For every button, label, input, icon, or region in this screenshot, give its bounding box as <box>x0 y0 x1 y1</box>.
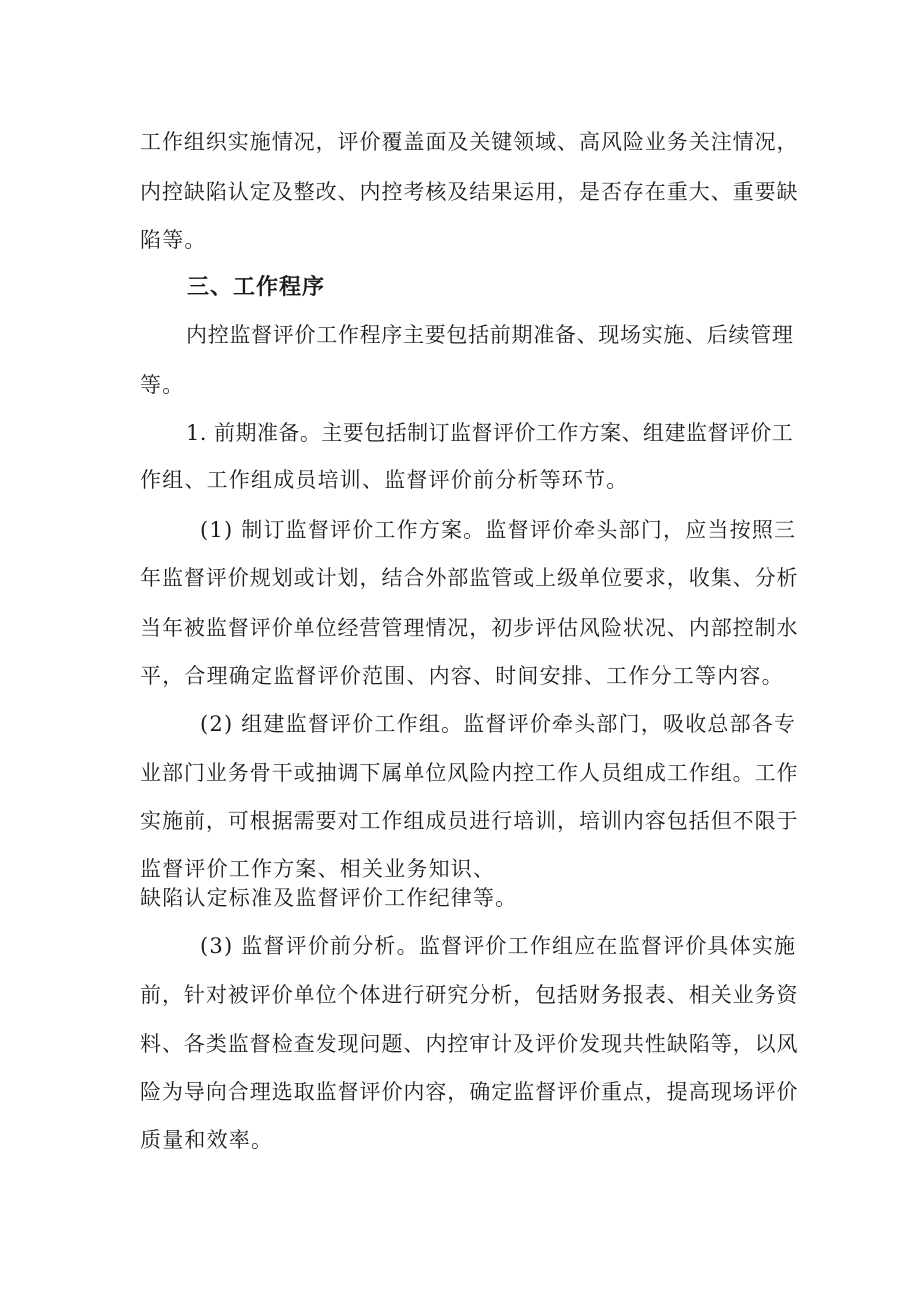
item1-line-3: 当年被监督评价单位经营管理情况，初步评估风险状况、内部控制水 <box>140 616 799 640</box>
item2-line-4: 监督评价工作方案、相关业务知识、 <box>140 857 496 881</box>
intro-line-1: 工作组织实施情况，评价覆盖面及关键领域、高风险业务关注情况， <box>140 130 799 154</box>
item2-line-1: (2) 组建监督评价工作组。监督评价牵头部门，吸收总部各专 <box>200 712 797 736</box>
item3-line-1: (3) 监督评价前分析。监督评价工作组应在监督评价具体实施 <box>200 934 797 958</box>
item1-line-4: 平，合理确定监督评价范围、内容、时间安排、工作分工等内容。 <box>140 664 784 688</box>
item2-line-5: 缺陷认定标准及监督评价工作纪律等。 <box>140 886 518 910</box>
intro-line-3: 陷等。 <box>140 228 207 252</box>
intro-line-2: 内控缺陷认定及整改、内控考核及结果运用，是否存在重大、重要缺 <box>140 180 799 204</box>
section-heading: 三、工作程序 <box>187 275 326 300</box>
item2-line-3: 实施前，可根据需要对工作组成员进行培训，培训内容包括但不限于 <box>140 809 799 833</box>
item1-line-1: (1) 制订监督评价工作方案。监督评价牵头部门，应当按照三 <box>200 518 797 542</box>
overview-line-2: 等。 <box>140 373 185 397</box>
item2-line-2: 业部门业务骨干或抽调下属单位风险内控工作人员组成工作组。工作 <box>140 761 799 785</box>
overview-line-1: 内控监督评价工作程序主要包括前期准备、现场实施、后续管理 <box>186 323 794 347</box>
item3-line-5: 质量和效率。 <box>140 1128 274 1152</box>
item3-line-4: 险为导向合理选取监督评价内容，确定监督评价重点，提高现场评价 <box>140 1080 799 1104</box>
prep-line-1: 1. 前期准备。主要包括制订监督评价工作方案、组建监督评价工 <box>186 421 794 445</box>
item1-line-2: 年监督评价规划或计划，结合外部监管或上级单位要求，收集、分析 <box>140 566 799 590</box>
item3-line-2: 前，针对被评价单位个体进行研究分析，包括财务报表、相关业务资 <box>140 983 799 1007</box>
item3-line-3: 料、各类监督检查发现问题、内控审计及评价发现共性缺陷等，以风 <box>140 1032 799 1056</box>
prep-line-2: 作组、工作组成员培训、监督评价前分析等环节。 <box>140 468 629 492</box>
